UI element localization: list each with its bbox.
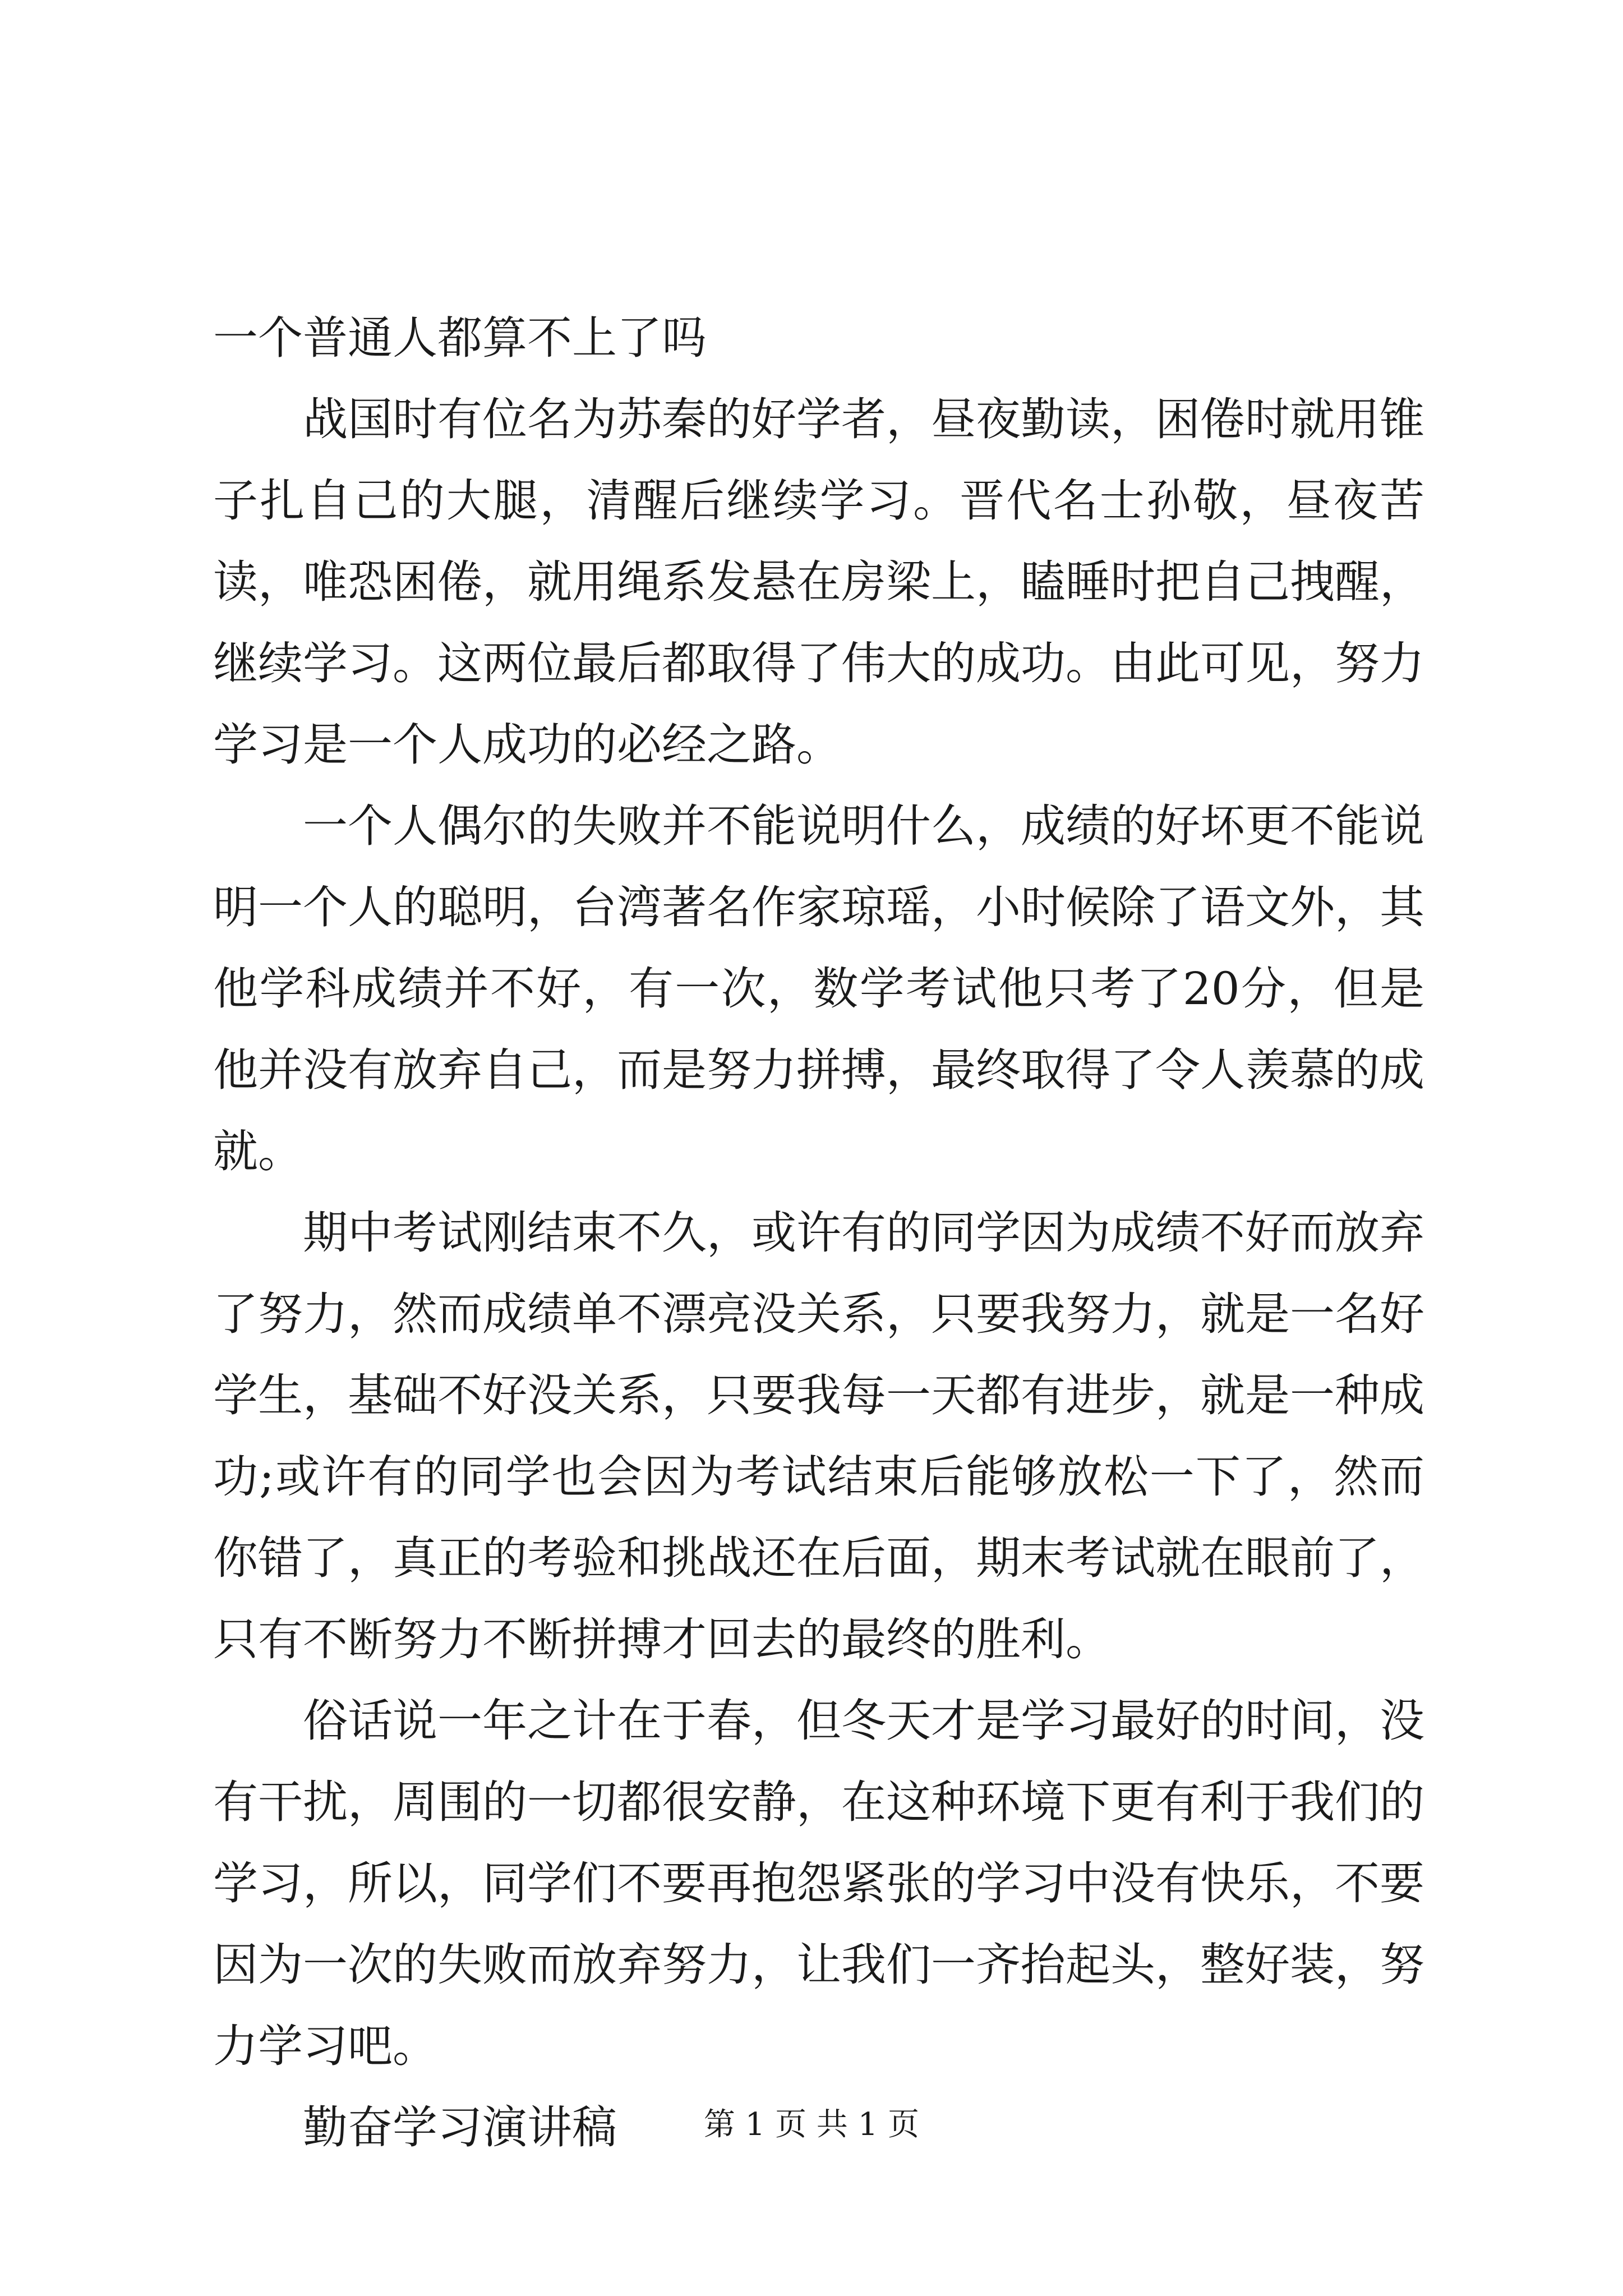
paragraph-winter: 俗话说一年之计在于春，但冬天才是学习最好的时间，没有干扰，周围的一切都很安静，在这种环境下更有利于我们的学习，所以，同学们不要再抱怨紧张的学习中没有快乐，不要因为一次的失败而放弃努力，让我们一齐抬起头，整好装，努力学习吧。 [213, 1695, 1424, 2072]
page-footer: 第 1 页 共 1 页 [703, 2106, 920, 2143]
document-body [213, 297, 1424, 2168]
paragraph-qiong-yao: 一个人偶尔的失败并不能说明什么，成绩的好坏更不能说明一个人的聪明，台湾著名作家琼瑶，小时候除了语文外，其他学科成绩并不好，有一次，数学考试他只考了20分，但是他并没有放弃自己，而是努力拼搏，最终取得了令人羡慕的成就。 [213, 800, 1424, 1177]
paragraph-midterm: 期中考试刚结束不久，或许有的同学因为成绩不好而放弃了努力，然而成绩单不漂亮没关系，只要我努力，就是一名好学生，基础不好没关系，只要我每一天都有进步，就是一种成功;或许有的同学也会因为考试结束后能够放松一下了，然而你错了，真正的考验和挑战还在后面，期末考试就在眼前了，只有不断努力不断拼搏才回去的最终的胜利。 [213, 1207, 1424, 1665]
paragraph-continuation: 一个普通人都算不上了吗 [213, 312, 707, 364]
paragraph-title-line: 勤奋学习演讲稿 [303, 2101, 617, 2154]
paragraph-su-qin: 战国时有位名为苏秦的好学者，昼夜勤读，困倦时就用锥子扎自己的大腿，清醒后继续学习。晋代名士孙敬，昼夜苦读，唯恐困倦，就用绳系发悬在房梁上，瞌睡时把自己拽醒，继续学习。这两位最后都取得了伟大的成功。由此可见，努力学习是一个人成功的必经之路。 [213, 393, 1424, 771]
